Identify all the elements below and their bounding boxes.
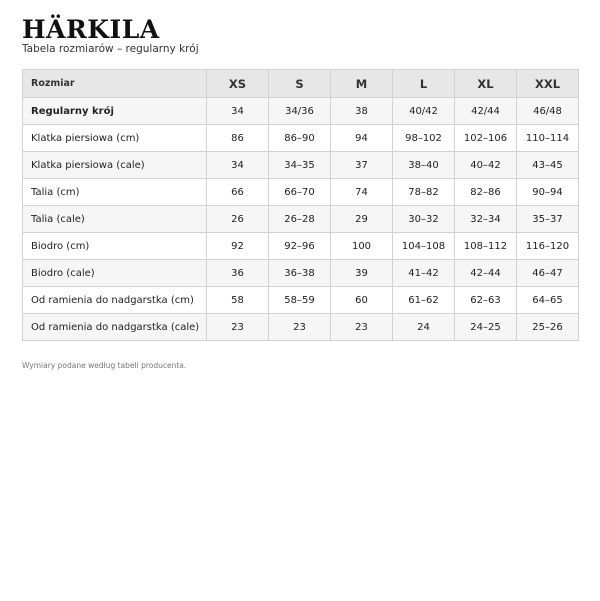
corner-header: Rozmiar — [23, 70, 207, 98]
size-header: L — [393, 70, 455, 98]
cell-value: 62–63 — [455, 287, 517, 314]
cell-value: 34 — [207, 98, 269, 125]
cell-value: 74 — [331, 179, 393, 206]
cell-value: 23 — [269, 314, 331, 341]
cell-value: 40–42 — [455, 152, 517, 179]
cell-value: 78–82 — [393, 179, 455, 206]
cell-value: 58 — [207, 287, 269, 314]
footnote: Wymiary podane według tabeli producenta. — [22, 361, 187, 370]
cell-value: 60 — [331, 287, 393, 314]
row-label: Biodro (cale) — [23, 260, 207, 287]
cell-value: 34–35 — [269, 152, 331, 179]
table-header-row — [23, 70, 579, 98]
cell-value: 43–45 — [517, 152, 579, 179]
row-label: Biodro (cm) — [23, 233, 207, 260]
cell-value: 86–90 — [269, 125, 331, 152]
row-label: Od ramienia do nadgarstka (cm) — [23, 287, 207, 314]
cell-value: 61–62 — [393, 287, 455, 314]
cell-value: 110–114 — [517, 125, 579, 152]
cell-value: 24–25 — [455, 314, 517, 341]
cell-value: 92–96 — [269, 233, 331, 260]
cell-value: 39 — [331, 260, 393, 287]
cell-value: 23 — [207, 314, 269, 341]
table-row — [23, 152, 579, 179]
row-label: Talia (cale) — [23, 206, 207, 233]
cell-value: 25–26 — [517, 314, 579, 341]
cell-value: 64–65 — [517, 287, 579, 314]
size-header: XS — [207, 70, 269, 98]
cell-value: 38 — [331, 98, 393, 125]
cell-value: 108–112 — [455, 233, 517, 260]
cell-value: 34 — [207, 152, 269, 179]
size-header: S — [269, 70, 331, 98]
cell-value: 26 — [207, 206, 269, 233]
table-row — [23, 98, 579, 125]
cell-value: 36 — [207, 260, 269, 287]
cell-value: 58–59 — [269, 287, 331, 314]
row-label: Regularny krój — [23, 98, 207, 125]
table-row — [23, 260, 579, 287]
cell-value: 66 — [207, 179, 269, 206]
size-header: XXL — [517, 70, 579, 98]
table-row — [23, 233, 579, 260]
cell-value: 24 — [393, 314, 455, 341]
brand-logo: HÄRKILA — [22, 15, 160, 44]
cell-value: 104–108 — [393, 233, 455, 260]
cell-value: 46/48 — [517, 98, 579, 125]
cell-value: 41–42 — [393, 260, 455, 287]
cell-value: 92 — [207, 233, 269, 260]
cell-value: 90–94 — [517, 179, 579, 206]
cell-value: 42/44 — [455, 98, 517, 125]
cell-value: 82–86 — [455, 179, 517, 206]
cell-value: 102–106 — [455, 125, 517, 152]
cell-value: 86 — [207, 125, 269, 152]
row-label: Klatka piersiowa (cale) — [23, 152, 207, 179]
row-label: Klatka piersiowa (cm) — [23, 125, 207, 152]
cell-value: 38–40 — [393, 152, 455, 179]
cell-value: 29 — [331, 206, 393, 233]
cell-value: 66–70 — [269, 179, 331, 206]
page-subtitle: Tabela rozmiarów – regularny krój — [22, 43, 199, 55]
size-header: M — [331, 70, 393, 98]
size-header: XL — [455, 70, 517, 98]
table-row — [23, 125, 579, 152]
cell-value: 94 — [331, 125, 393, 152]
cell-value: 32–34 — [455, 206, 517, 233]
cell-value: 36–38 — [269, 260, 331, 287]
table-row — [23, 287, 579, 314]
cell-value: 98–102 — [393, 125, 455, 152]
table-row — [23, 314, 579, 341]
cell-value: 26–28 — [269, 206, 331, 233]
cell-value: 30–32 — [393, 206, 455, 233]
cell-value: 40/42 — [393, 98, 455, 125]
cell-value: 34/36 — [269, 98, 331, 125]
cell-value: 116–120 — [517, 233, 579, 260]
table-row — [23, 206, 579, 233]
table-row — [23, 179, 579, 206]
row-label: Talia (cm) — [23, 179, 207, 206]
cell-value: 100 — [331, 233, 393, 260]
cell-value: 46–47 — [517, 260, 579, 287]
cell-value: 42–44 — [455, 260, 517, 287]
size-chart-table — [22, 69, 579, 341]
cell-value: 37 — [331, 152, 393, 179]
cell-value: 23 — [331, 314, 393, 341]
row-label: Od ramienia do nadgarstka (cale) — [23, 314, 207, 341]
cell-value: 35–37 — [517, 206, 579, 233]
